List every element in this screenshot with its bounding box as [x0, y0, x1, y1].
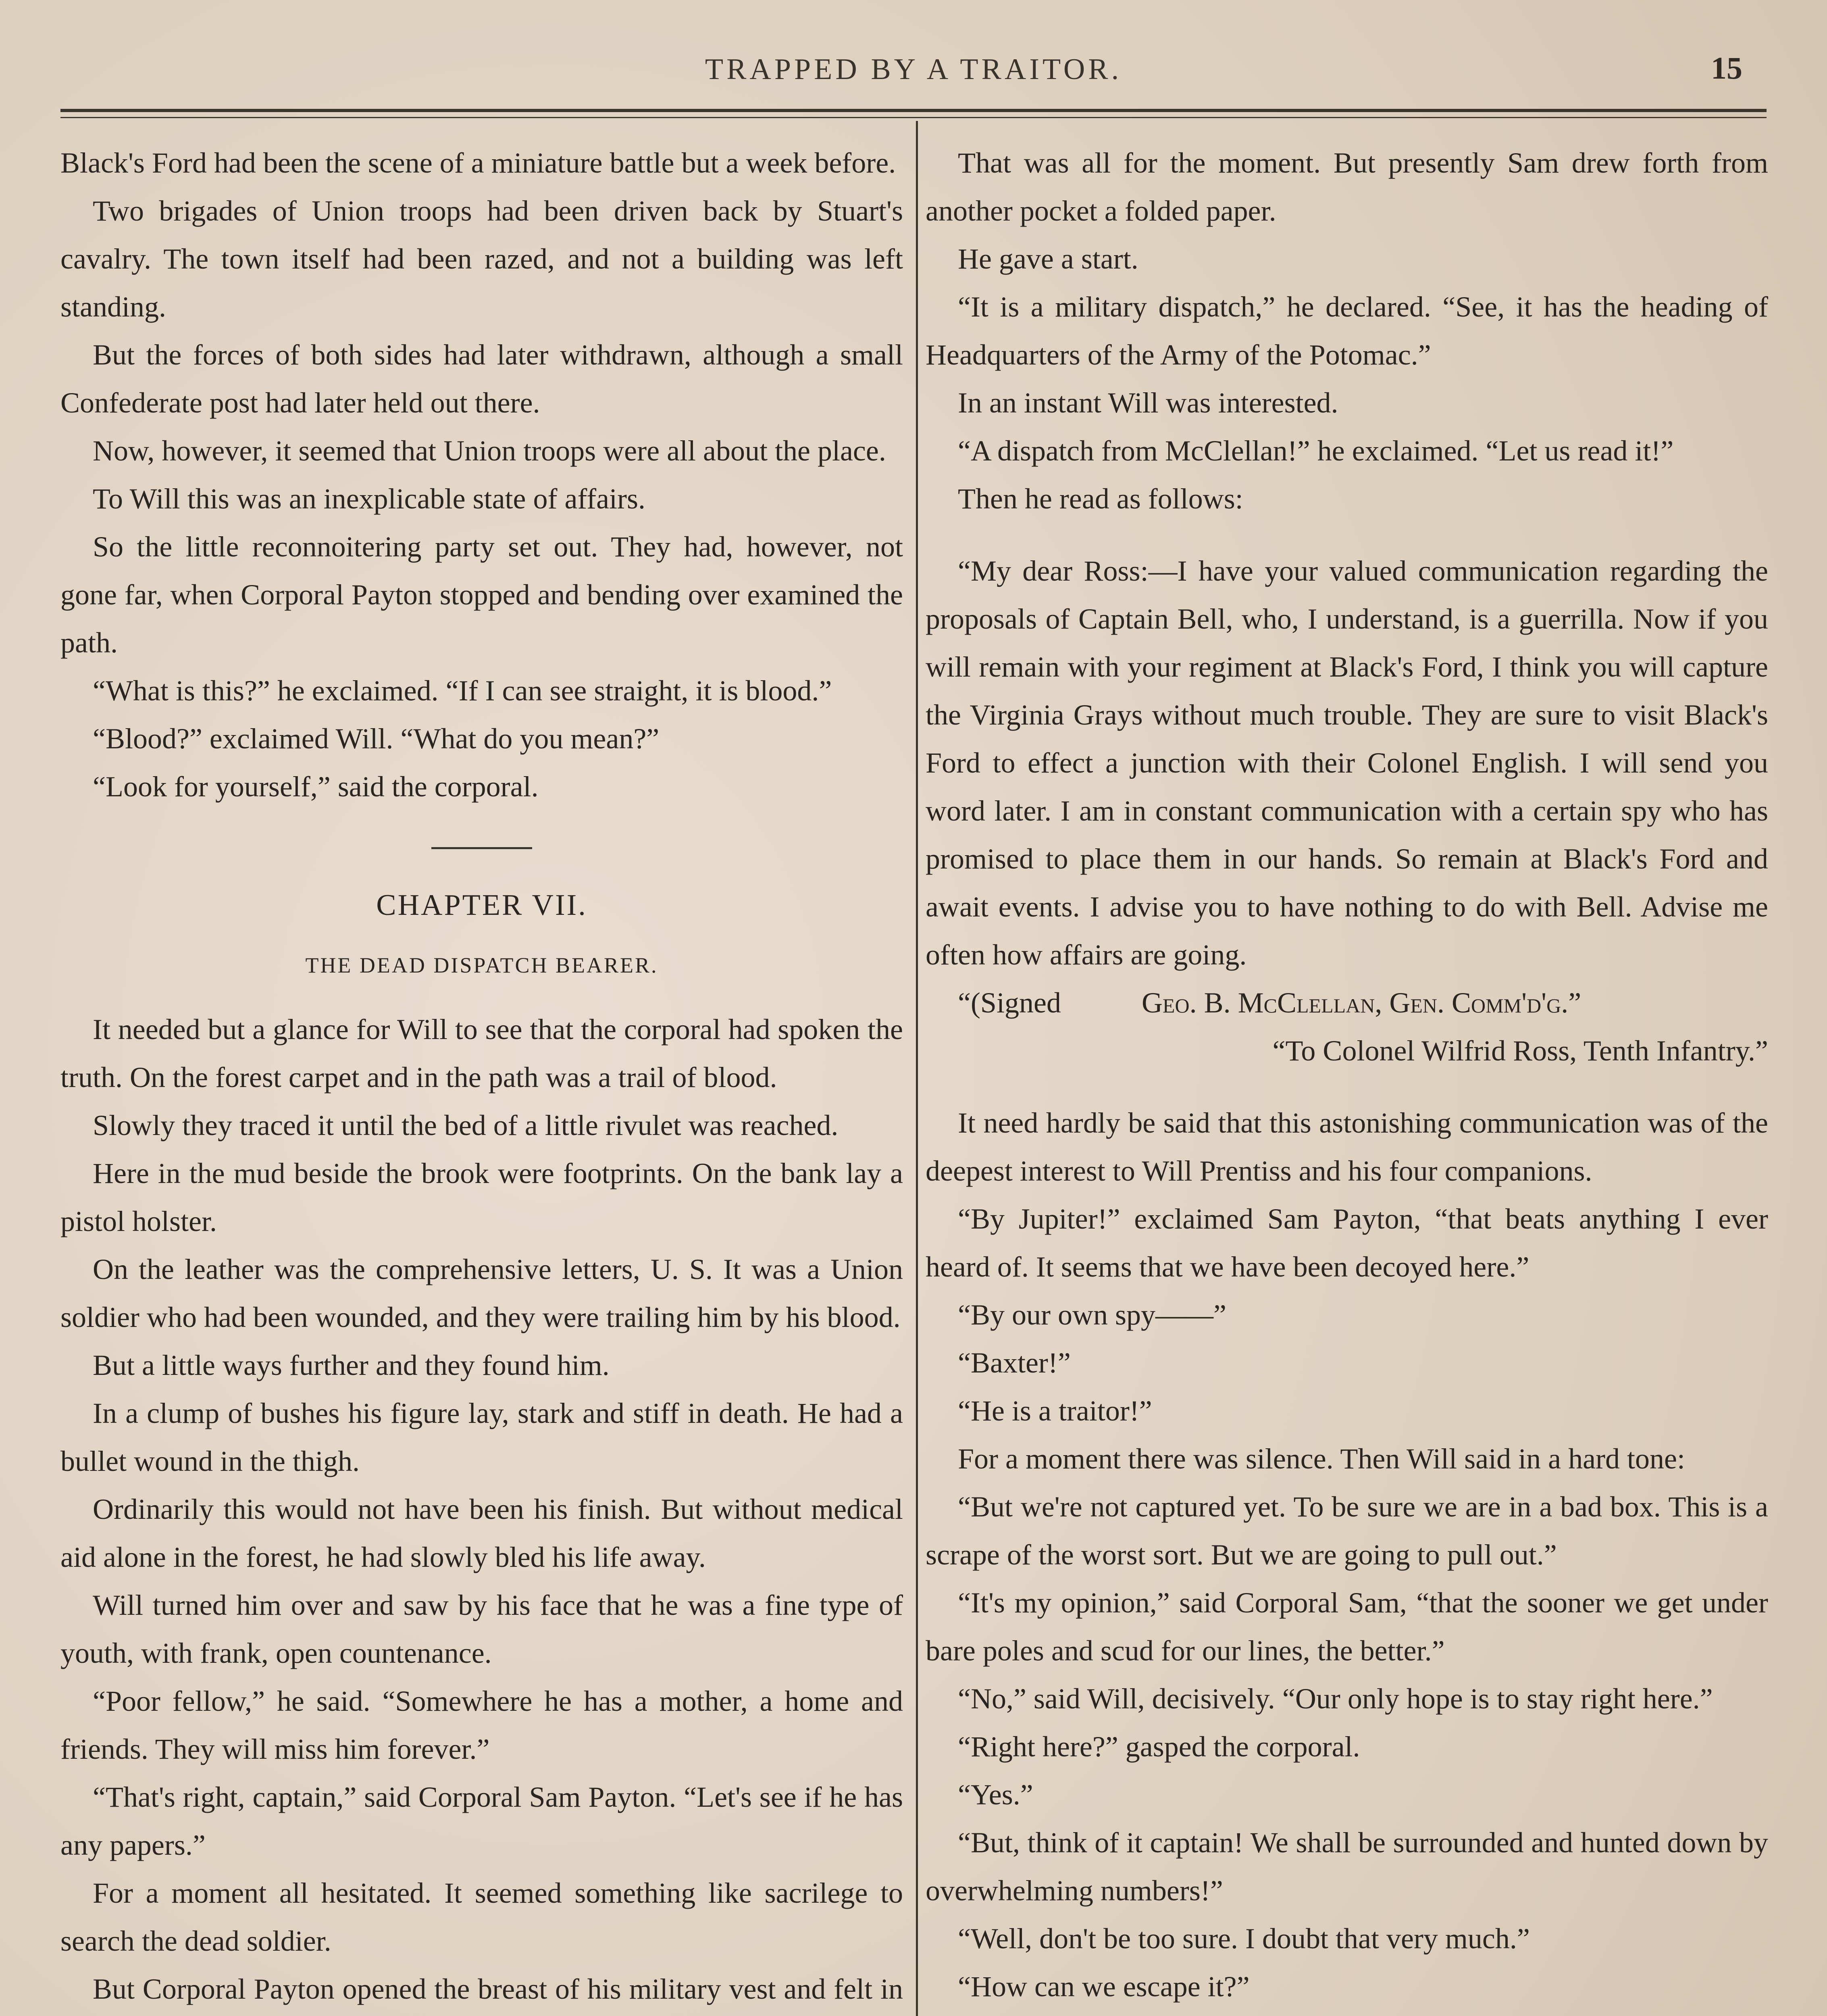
running-header: [60, 52, 1767, 97]
paragraph: For a moment there was silence. Then Will said in a hard tone:: [958, 1443, 1685, 1475]
paragraph: It need hardly be said that this astonishing communication was of the deepest interest to Will Prentiss and his four companions.: [926, 1107, 1768, 1187]
paragraph: “How can we escape it?”: [958, 1970, 1250, 2003]
paragraph: For a moment all hesitated. It seemed something like sacrilege to search the dead soldier.: [60, 1877, 903, 1957]
dispatch-letter: [926, 547, 1768, 1075]
paragraph: In an instant Will was interested.: [958, 387, 1338, 419]
letter-body: “My dear Ross:—I have your valued communication regarding the proposals of Captain Bell, who, I understand, is a guerrilla. Now if you will remain with your regiment at Black's Ford, I think you will capture the Virginia Grays without much trouble. They are sure to visit Black's Ford to effect a junction with their Colonel English. I will send you word later. I am in constant communication with a certain spy who has promised to place them in our hands. So remain at Black's Ford and await events. I advise you to have nothing to do with Bell. Advise me often how affairs are going.: [926, 555, 1768, 971]
paragraph: But Corporal Payton opened the breast of his military vest and felt in: [93, 1973, 903, 2005]
paragraph: “What is this?” he exclaimed. “If I can see straight, it is blood.”: [93, 675, 832, 707]
paragraph: Then he read as follows:: [958, 483, 1243, 515]
left-column: [60, 139, 903, 2016]
paragraph: But the forces of both sides had later withdrawn, although a small Confederate post had later held out there.: [60, 339, 903, 419]
paragraph: “It is a military dispatch,” he declared. “See, it has the heading of Headquarters of the Army of the Potomac.”: [926, 291, 1768, 371]
paragraph: Will turned him over and saw by his face that he was a fine type of youth, with frank, open countenance.: [60, 1589, 903, 1669]
paragraph: “By Jupiter!” exclaimed Sam Payton, “that beats anything I ever heard of. It seems that we have been decoyed here.”: [926, 1203, 1768, 1283]
paragraph: Here in the mud beside the brook were footprints. On the bank lay a pistol holster.: [60, 1157, 903, 1237]
right-column: [926, 139, 1768, 2016]
paragraph: [926, 2011, 1768, 2016]
paragraph: Two brigades of Union troops had been driven back by Stuart's cavalry. The town itself had been razed, and not a building was left standing.: [60, 195, 903, 323]
paragraph: “Baxter!”: [958, 1347, 1071, 1379]
paragraph: “No,” said Will, decisively. “Our only hope is to stay right here.”: [958, 1683, 1713, 1715]
chapter-title: CHAPTER VII.: [376, 889, 587, 922]
signed-label: “(Signed: [958, 987, 1061, 1019]
paragraph: So the little reconnoitering party set out. They had, however, not gone far, when Corporal Payton stopped and bending over examined the path.: [60, 531, 903, 659]
paragraph: “It's my opinion,” said Corporal Sam, “that the sooner we get under bare poles and scud for our lines, the better.”: [926, 1587, 1768, 1667]
paragraph: But a little ways further and they found him.: [93, 1349, 610, 1381]
chapter-subtitle: THE DEAD DISPATCH BEARER.: [305, 953, 658, 977]
paragraph: “Yes.”: [958, 1779, 1033, 1811]
paragraph: In a clump of bushes his figure lay, stark and stiff in death. He had a bullet wound in the thigh.: [60, 1397, 903, 1477]
section-divider: [431, 847, 532, 849]
paragraph: “But we're not captured yet. To be sure we are in a bad box. This is a scrape of the worst sort. But we are going to pull out.”: [926, 1491, 1768, 1571]
paragraph: “That's right, captain,” said Corporal Sam Payton. “Let's see if he has any papers.”: [60, 1781, 903, 1861]
paragraph: “Blood?” exclaimed Will. “What do you mean?”: [93, 723, 660, 755]
paragraph: Slowly they traced it until the bed of a little rivulet was reached.: [93, 1109, 839, 1141]
running-title: TRAPPED BY A TRAITOR.: [705, 53, 1122, 86]
paragraph: Now, however, it seemed that Union troops were all about the place.: [93, 435, 886, 467]
column-divider: [916, 121, 918, 2016]
spacer: [926, 1075, 1768, 1099]
spacer: [926, 523, 1768, 547]
paragraph: He gave a start.: [958, 243, 1138, 275]
page-number: 15: [1711, 50, 1742, 85]
paragraph: It needed but a glance for Will to see that the corporal had spoken the truth. On the forest carpet and in the path was a trail of blood.: [60, 1013, 903, 1093]
paragraph: “Look for yourself,” said the corporal.: [93, 771, 539, 803]
letter-signature: [926, 979, 1768, 1027]
paragraph: Ordinarily this would not have been his finish. But without medical aid alone in the forest, he had slowly bled his life away.: [60, 1493, 903, 1573]
paragraph: “But, think of it captain! We shall be surrounded and hunted down by overwhelming numbers!”: [926, 1826, 1768, 1907]
paragraph: That was all for the moment. But presently Sam drew forth from another pocket a folded paper.: [926, 147, 1768, 227]
paragraph: “Poor fellow,” he said. “Somewhere he has a mother, a home and friends. They will miss him forever.”: [60, 1685, 903, 1765]
paragraph: “By our own spy——”: [958, 1299, 1226, 1331]
paragraph: “He is a traitor!”: [958, 1395, 1152, 1427]
letter-addressee: “To Colonel Wilfrid Ross, Tenth Infantry.”: [1272, 1035, 1768, 1067]
paragraph: “Right here?” gasped the corporal.: [958, 1731, 1360, 1763]
paragraph: “Well, don't be too sure. I doubt that very much.”: [958, 1922, 1530, 1955]
header-rule-thin: [60, 117, 1767, 118]
header-rule: [60, 109, 1767, 112]
signed-name: Geo. B. McClellan, Gen. Comm'd'g.”: [1141, 987, 1581, 1019]
paragraph: “A dispatch from McClellan!” he exclaimed. “Let us read it!”: [958, 435, 1674, 467]
paragraph: On the leather was the comprehensive letters, U. S. It was a Union soldier who had been wounded, and they were trailing him by his blood.: [60, 1253, 903, 1333]
paragraph: To Will this was an inexplicable state of affairs.: [93, 483, 646, 515]
paragraph: Black's Ford had been the scene of a miniature battle but a week before.: [60, 147, 896, 179]
